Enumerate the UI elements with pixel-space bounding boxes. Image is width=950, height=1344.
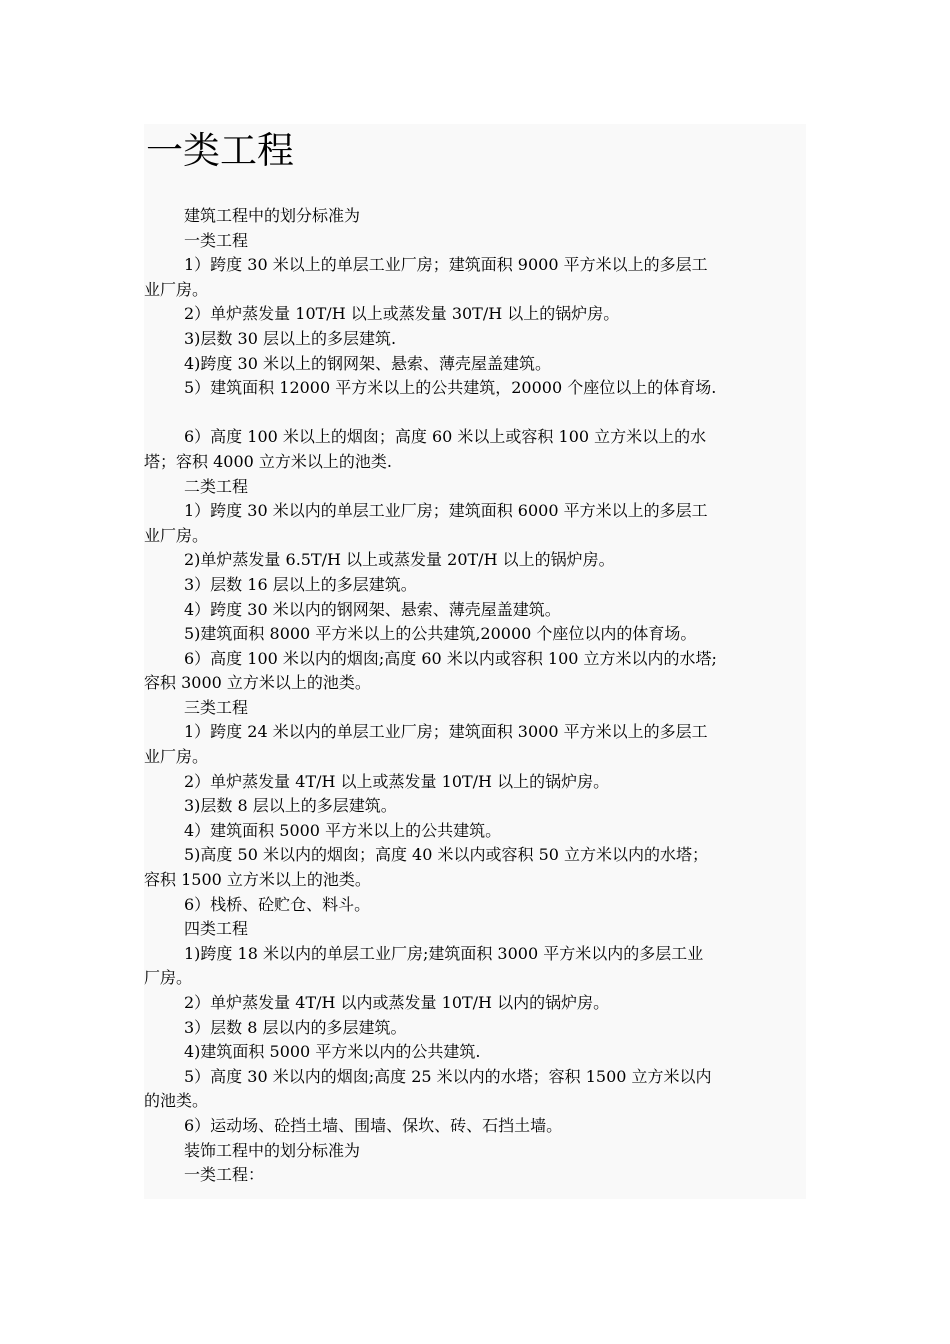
- text-line: 的池类。: [144, 1091, 209, 1111]
- text-line: 3）层数 16 层以上的多层建筑。: [184, 574, 417, 594]
- text-line: 一类工程：: [184, 1165, 265, 1185]
- text-line: 一类工程: [184, 230, 249, 250]
- text-line: 5)建筑面积 8000 平方米以上的公共建筑,20000 个座位以内的体育场。: [184, 624, 697, 644]
- text-line: 2）单炉蒸发量 4T/H 以上或蒸发量 10T/H 以上的锅炉房。: [184, 771, 610, 791]
- text-line: 业厂房。: [144, 279, 209, 299]
- text-line: 5）建筑面积 12000 平方米以上的公共建筑，20000 个座位以上的体育场.: [184, 378, 717, 398]
- text-line: 1）跨度 24 米以内的单层工业厂房；建筑面积 3000 平方米以上的多层工: [184, 722, 708, 742]
- text-line: 1）跨度 30 米以上的单层工业厂房；建筑面积 9000 平方米以上的多层工: [184, 255, 708, 275]
- text-line: 四类工程: [184, 919, 249, 939]
- text-line: 1）跨度 30 米以内的单层工业厂房；建筑面积 6000 平方米以上的多层工: [184, 501, 708, 521]
- text-line: 4)跨度 30 米以上的钢网架、悬索、薄壳屋盖建筑。: [184, 353, 551, 373]
- text-line: 6）运动场、砼挡土墙、围墙、保坎、砖、石挡土墙。: [184, 1115, 563, 1135]
- text-line: 业厂房。: [144, 747, 209, 767]
- text-line: 厂房。: [144, 968, 193, 988]
- text-line: 2)单炉蒸发量 6.5T/H 以上或蒸发量 20T/H 以上的锅炉房。: [184, 550, 615, 570]
- text-line: 装饰工程中的划分标准为: [184, 1140, 361, 1160]
- document-body: [144, 204, 806, 1188]
- text-line: 4）跨度 30 米以内的钢网架、悬索、薄壳屋盖建筑。: [184, 599, 561, 619]
- text-line: 塔；容积 4000 立方米以上的池类.: [144, 451, 392, 471]
- text-line: 三类工程: [184, 697, 249, 717]
- document-title: 一类工程: [146, 129, 294, 172]
- text-line: 业厂房。: [144, 525, 209, 545]
- blank-line: [144, 401, 806, 426]
- text-line: 二类工程: [184, 476, 249, 496]
- text-line: 容积 1500 立方米以上的池类。: [144, 870, 371, 890]
- document-content: [144, 124, 806, 1199]
- text-line: 5)高度 50 米以内的烟囱；高度 40 米以内或容积 50 立方米以内的水塔；: [184, 845, 709, 865]
- text-line: 6）栈桥、砼贮仓、料斗。: [184, 894, 371, 914]
- text-line: 3)层数 30 层以上的多层建筑.: [184, 328, 397, 348]
- text-line: 2）单炉蒸发量 4T/H 以内或蒸发量 10T/H 以内的锅炉房。: [184, 993, 610, 1012]
- text-line: 3）层数 8 层以内的多层建筑。: [184, 1017, 407, 1037]
- text-line: 4）建筑面积 5000 平方米以上的公共建筑。: [184, 820, 502, 840]
- text-line: 建筑工程中的划分标准为: [184, 206, 361, 225]
- text-line: 6）高度 100 米以内的烟囱;高度 60 米以内或容积 100 立方米以内的水塔;: [184, 648, 717, 668]
- text-line: 3)层数 8 层以上的多层建筑。: [184, 796, 397, 816]
- text-line: 4)建筑面积 5000 平方米以内的公共建筑.: [184, 1042, 481, 1062]
- text-line: 5）高度 30 米以内的烟囱;高度 25 米以内的水塔；容积 1500 立方米以内: [184, 1066, 712, 1086]
- text-line: 2）单炉蒸发量 10T/H 以上或蒸发量 30T/H 以上的锅炉房。: [184, 304, 620, 324]
- text-line: 6）高度 100 米以上的烟囱；高度 60 米以上或容积 100 立方米以上的水: [184, 427, 707, 447]
- text-line: 容积 3000 立方米以上的池类。: [144, 673, 371, 693]
- text-line: 1)跨度 18 米以内的单层工业厂房;建筑面积 3000 平方米以内的多层工业: [184, 943, 704, 963]
